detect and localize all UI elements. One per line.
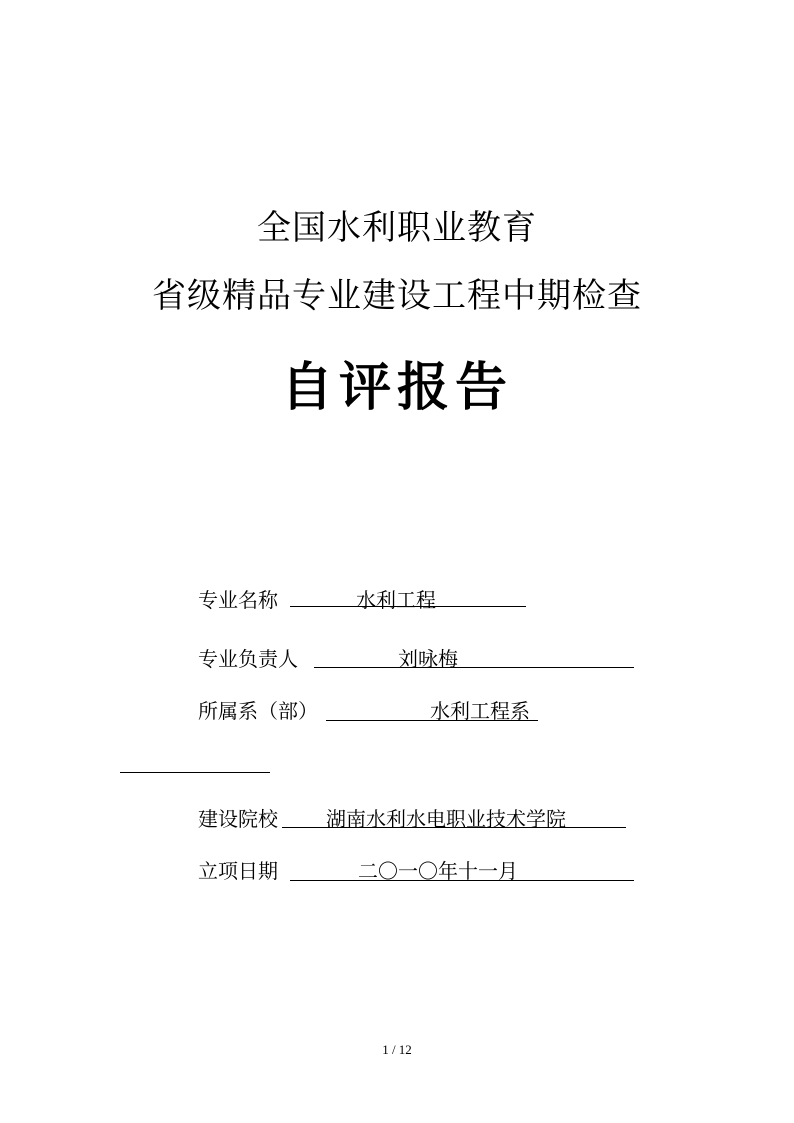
cover-title-main: 自评报告 <box>280 358 513 418</box>
field-institution-underline <box>282 827 626 828</box>
field-leader-value: 刘咏梅 <box>398 647 458 671</box>
field-leader-label: 专业负责人 <box>198 647 298 671</box>
field-leader-underline <box>314 667 634 668</box>
department-underline-continuation <box>120 772 270 773</box>
field-approval-date-value: 二〇一〇年十一月 <box>358 859 518 883</box>
field-approval-date-underline <box>290 880 634 881</box>
field-major-name-label: 专业名称 <box>198 588 278 612</box>
field-institution-value: 湖南水利水电职业技术学院 <box>326 807 566 831</box>
field-approval-date-label: 立项日期 <box>198 859 278 883</box>
field-institution-label: 建设院校 <box>198 807 278 831</box>
cover-title-line-1: 全国水利职业教育 <box>257 208 537 248</box>
field-department-label: 所属系（部） <box>198 699 318 723</box>
field-department-value: 水利工程系 <box>430 699 530 723</box>
field-department-underline <box>326 720 538 721</box>
cover-title-line-2: 省级精品专业建设工程中期检查 <box>152 276 642 316</box>
page-number: 1 / 12 <box>382 1042 412 1057</box>
field-major-name-underline <box>290 606 526 607</box>
field-major-name-value: 水利工程 <box>356 588 436 612</box>
